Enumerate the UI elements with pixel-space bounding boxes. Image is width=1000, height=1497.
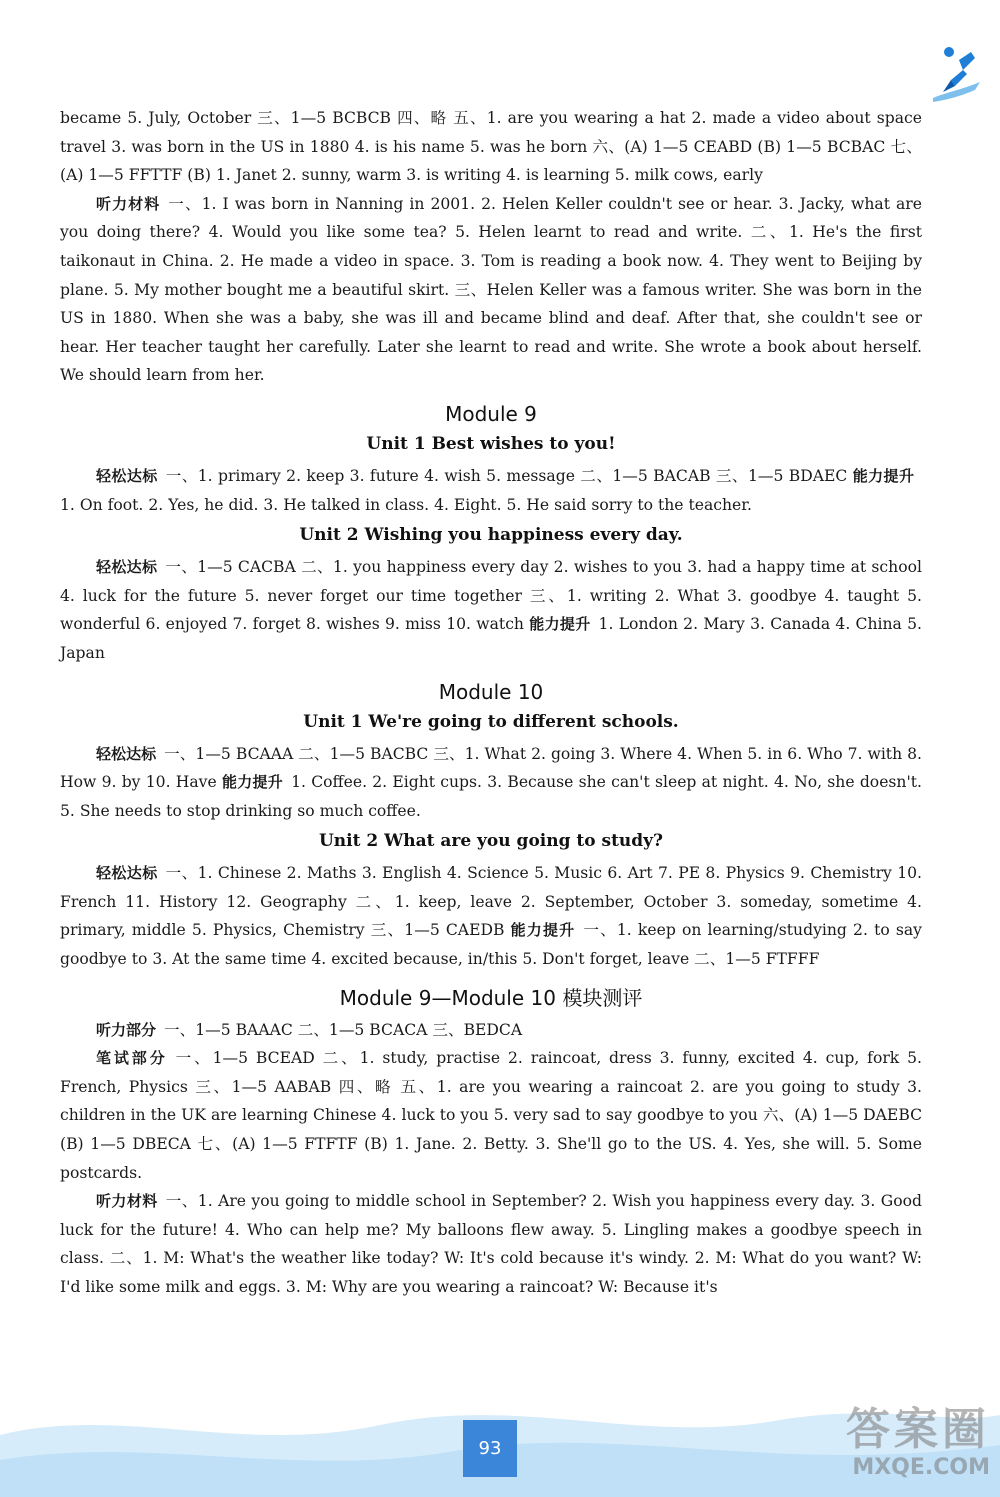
answers-text: 一、1—5 BCAAA 二、1—5 BACBC 三、1. What 2. going 3. Where 4. When 5. in 6. Who 7. with 8. How 9. by 10. Have (60, 744, 922, 792)
answers-text: 一、1—5 BAAAC 二、1—5 BCACA 三、BEDCA (164, 1020, 523, 1039)
answers-text: 1. Coffee. 2. Eight cups. 3. Because she can't sleep at night. 4. No, she doesn't. 5. She needs to stop drinking so much coffee. (60, 773, 922, 820)
module-9-unit-2-title: Unit 2 Wishing you happiness every day. (299, 525, 683, 546)
watermark (810, 1405, 990, 1490)
paragraph-top-answers: became 5. July, October 三、1—5 BCBCB 四、略 五、1. are you wearing a hat 2. made a video about space travel 3. was born in the US in 1880 4. is his name 5. was he born 六、(A) 1—5 CEABD (B) 1—5 BCBAC 七、(A) 1—5 FFTTF (B) 1. Janet 2. sunny, warm 3. is writing 4. is learning 5. milk cows, early (60, 109, 922, 185)
module-10-unit-1-answers (60, 740, 922, 826)
label-easy: 轻松达标 (96, 466, 158, 485)
label-listening-material: 听力材料 (96, 194, 161, 213)
test-listening-material (60, 1187, 922, 1301)
test-listening-answers (60, 1016, 922, 1045)
paragraph-listening-material (60, 190, 922, 390)
label-listening-part: 听力部分 (96, 1020, 157, 1039)
label-easy: 轻松达标 (96, 558, 158, 577)
label-listening-material: 听力材料 (96, 1192, 158, 1211)
label-improve: 能力提升 (852, 466, 914, 485)
module-10-unit-1-title: Unit 1 We're going to different schools. (303, 711, 679, 732)
module-test-title: Module 9—Module 10 模块测评 (339, 985, 643, 1010)
answers-text: 1. On foot. 2. Yes, he did. 3. He talked in class. 4. Eight. 5. He said sorry to the teacher. (60, 495, 752, 514)
answers-text: 一、1. Chinese 2. Maths 3. English 4. Science 5. Music 6. Art 7. PE 8. Physics 9. Chemistry 10. French 11. History 12. Geography 二、1. keep, leave 2. September, October 3. someday, sometime 4. primary, middle 5. Physics, Chemistry 三、1—5 CAEDB (60, 864, 922, 940)
listening-material-text: 一、1. I was born in Nanning in 2001. 2. Helen Keller couldn't see or hear. 3. Jacky, what are you doing there? 4. Would you like some tea? 5. Helen learnt to read and write. 二、1. He's the first taikonaut in China. 2. He made a video in space. 3. Tom is reading a book now. 4. They went to Beijing by plane. 5. My mother bought me a beautiful skirt. 三、Helen Keller was a famous writer. She was born in the US in 1880. When she was a baby, she was ill and became blind and deaf. After that, she couldn't see or hear. Her teacher taught her carefully. Later she learnt to read and write. She wrote a book about herself. We should learn from her. (60, 194, 922, 385)
module-9-unit-1-answers (60, 462, 922, 519)
answers-text: 一、1—5 CACBA 二、1. you happiness every day 2. wishes to you 3. had a happy time at school 4. luck for the future 5. never forget our time together 三、1. writing 2. What 3. goodbye 4. taught 5. wonderful 6. enjoyed 7. forget 8. wishes 9. miss 10. watch (60, 558, 922, 634)
page-number: 93 (463, 1420, 517, 1477)
answers-text: 一、1. primary 2. keep 3. future 4. wish 5. message 二、1—5 BACAB 三、1—5 BDAEC (165, 466, 848, 485)
module-10-unit-2-answers (60, 859, 922, 973)
module-9-unit-2-answers (60, 553, 922, 667)
label-easy: 轻松达标 (96, 744, 157, 763)
pen-logo-icon (925, 40, 985, 110)
answer-content (60, 104, 922, 1302)
watermark-title: 答案圈 (846, 1404, 990, 1455)
module-9-title: Module 9 (445, 401, 537, 426)
answers-text: 一、1—5 BCEAD 二、1. study, practise 2. raincoat, dress 3. funny, excited 4. cup, fork 5. French, Physics 三、1—5 AABAB 四、略 五、1. are you wearing a raincoat 2. are you going to study 3. children in the UK are learning Chinese 4. luck to you 5. very sad to say goodbye to you 六、(A) 1—5 DAEBC (B) 1—5 DBECA 七、(A) 1—5 FTFTF (B) 1. Jane. 2. Betty. 3. She'll go to the US. 4. Yes, she will. 5. Some postcards. (60, 1049, 922, 1182)
label-easy: 轻松达标 (96, 864, 158, 883)
label-improve: 能力提升 (529, 615, 591, 634)
module-10-unit-2-title: Unit 2 What are you going to study? (318, 831, 664, 852)
label-improve: 能力提升 (510, 921, 576, 940)
answers-text: 一、1. Are you going to middle school in September? 2. Wish you happiness every day. 3. Good luck for the future! 4. Who can help me? My balloons flew away. 5. Lingling makes a goodbye speech in class. 二、1. M: What's the weather like today? W: It's cold because it's windy. 2. M: What do you want? W: I'd like some milk and eggs. 3. M: Why are you wearing a raincoat? W: Because it's (60, 1192, 922, 1296)
label-improve: 能力提升 (221, 773, 284, 792)
answers-text: 1. London 2. Mary 3. Canada 4. China 5. Japan (60, 615, 923, 662)
watermark-url: MXQE.COM (852, 1455, 990, 1480)
answers-text: 一、1. keep on learning/studying 2. to say goodbye to 3. At the same time 4. excited because, in/this 5. Don't forget, leave 二、1—5 FTFFF (60, 921, 922, 969)
module-9-unit-1-title: Unit 1 Best wishes to you! (366, 433, 616, 454)
test-written-answers (60, 1044, 922, 1187)
module-10-title: Module 10 (438, 679, 544, 704)
label-written-part: 笔试部分 (96, 1049, 168, 1068)
